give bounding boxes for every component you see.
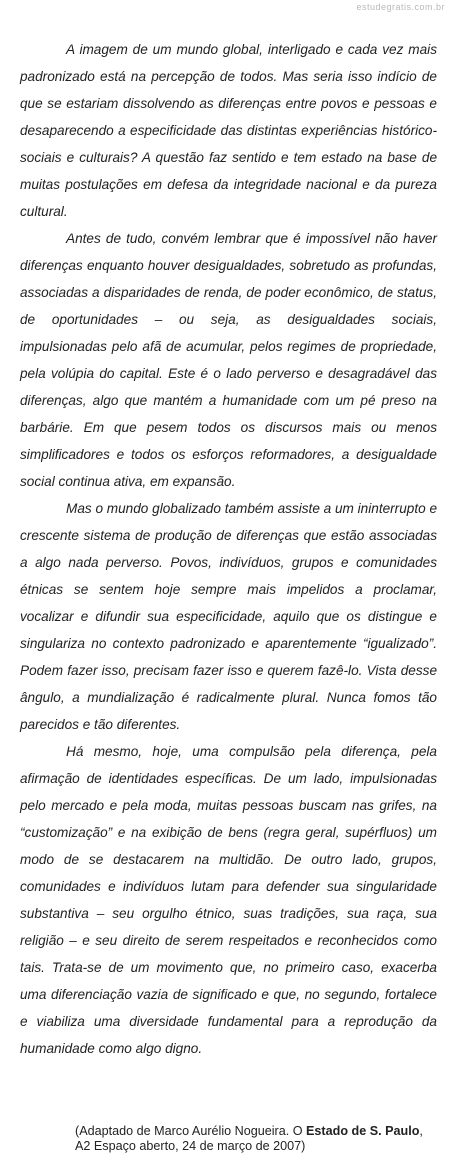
article-body [20, 36, 437, 1062]
citation-prefix: (Adaptado de Marco Aurélio Nogueira. O [75, 1124, 307, 1138]
paragraph-1: A imagem de um mundo global, interligado e cada vez mais padronizado está na percepção de todos. Mas seria isso indício de que se estariam dissolvendo as diferenças entre povos e pessoas e desaparecendo a especificidade das distintas experiências histórico-sociais e culturais? A questão faz sentido e tem estado na base de muitas postulações em defesa da integridade nacional e da pureza cultural. [20, 42, 437, 219]
citation-suffix: , [419, 1124, 423, 1138]
paragraph-4: Há mesmo, hoje, uma compulsão pela diferença, pela afirmação de identidades específicas. De um lado, impulsionadas pelo mercado e pela moda, muitas pessoas buscam nas grifes, na “customização” e na exibição de bens (regra geral, supérfluos) um modo de se destacarem na multidão. De outro lado, grupos, comunidades e indivíduos lutam para defender sua singularidade substantiva – seu orgulho étnico, suas tradições, sua raça, sua religião – e seu direito de serem respeitados e reconhecidos como tais. Trata-se de um movimento que, no primeiro caso, exacerba uma diferenciação vazia de significado e que, no segundo, fortalece e viabiliza uma diversidade fundamental para a reprodução da humanidade como algo digno. [20, 744, 437, 1056]
citation-publication: Estado de S. Paulo [306, 1124, 420, 1138]
source-citation [75, 1124, 437, 1154]
site-watermark: estudegratis.com.br [356, 2, 445, 12]
citation-line-2: A2 Espaço aberto, 24 de março de 2007) [75, 1139, 306, 1153]
paragraph-3: Mas o mundo globalizado também assiste a um ininterrupto e crescente sistema de produção de diferenças que estão associadas a algo nada perverso. Povos, indivíduos, grupos e comunidades étnicas se sentem hoje sempre mais impelidos a proclamar, vocalizar e difundir sua especificidade, aquilo que os distingue e singulariza no contexto padronizado e aparentemente “igualizado”. Podem fazer isso, precisam fazer isso e querem fazê-lo. Vista desse ângulo, a mundialização é radicalmente plural. Nunca fomos tão parecidos e tão diferentes. [20, 501, 438, 732]
paragraph-2: Antes de tudo, convém lembrar que é impossível não haver diferenças enquanto houver desigualdades, sobretudo as profundas, associadas a disparidades de renda, de poder econômico, de status, de oportunidades – ou seja, as desigualdades sociais, impulsionadas pelo afã de acumular, pelos regimes de propriedade, pela volúpia do capital. Este é o lado perverso e desagradável das diferenças, algo que mantém a humanidade com um pé preso na barbárie. Em que pesem todos os discursos mais ou menos simplificadores e todos os esforços reformadores, a desigualdade social continua ativa, em expansão. [20, 231, 437, 489]
citation-line-1 [75, 1124, 437, 1139]
